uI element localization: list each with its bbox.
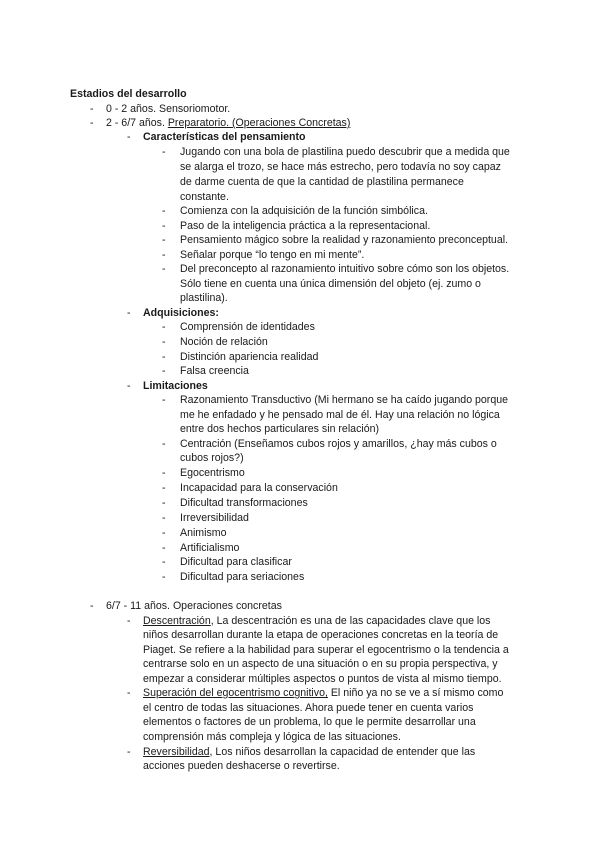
reversibilidad-link[interactable]: Reversibilidad — [143, 746, 210, 758]
limitacion-line: Egocentrismo — [180, 467, 245, 479]
adquisicion-item: Falsa creencia — [180, 365, 249, 377]
caracteristica-line: Pensamiento mágico sobre la realidad y razonamiento preconceptual. — [180, 234, 509, 246]
stage-preparatorio-link[interactable]: Preparatorio. (Operaciones Concretas) — [167, 117, 351, 129]
concreta-text: El niño ya no se ve a sí mismo como — [327, 687, 504, 699]
dash-bullet: - — [127, 687, 131, 699]
dash-bullet: - — [127, 131, 131, 143]
dash-bullet: - — [162, 556, 166, 568]
descentracion-link[interactable]: Descentración — [143, 615, 211, 627]
limitacion-line: entre dos hechos particulares sin relación) — [180, 423, 380, 435]
limitacion-line: Irreversibilidad — [180, 512, 249, 524]
dash-bullet: - — [162, 497, 166, 509]
dash-bullet: - — [90, 103, 94, 115]
caracteristica-line: Jugando con una bola de plastilina puedo descubrir que a medida que — [180, 146, 510, 158]
concreta-text: , Los niños desarrollan la capacidad de entender que las — [209, 746, 476, 758]
limitacion-line: Dificultad transformaciones — [180, 497, 308, 509]
dash-bullet: - — [162, 571, 166, 583]
dash-bullet: - — [162, 336, 166, 348]
dash-bullet: - — [162, 482, 166, 494]
limitacion-line: Dificultad para seriaciones — [180, 571, 305, 583]
stage-sensoriomotor: 0 - 2 años. Sensoriomotor. — [106, 103, 231, 115]
concreta-line: el centro de todas las situaciones. Ahora puede tener en cuenta varios — [143, 702, 474, 714]
limitacion-line: me he enfadado y he pensado mal de él. Hay una relación no lógica — [180, 409, 500, 421]
concreta-line: elementos o factores de un problema, lo que le permite desarrollar una — [143, 716, 476, 728]
dash-bullet: - — [162, 205, 166, 217]
concreta-line: niños desarrollan durante la etapa de operaciones concretas en la teoría de — [143, 629, 499, 641]
concreta-line — [143, 686, 503, 700]
concreta-line — [143, 614, 490, 628]
dash-bullet: - — [162, 146, 166, 158]
page-title: Estadios del desarrollo — [70, 88, 187, 100]
adquisicion-item: Noción de relación — [180, 336, 268, 348]
stage-operaciones-concretas: 6/7 - 11 años. Operaciones concretas — [106, 600, 282, 612]
dash-bullet: - — [162, 263, 166, 275]
caracteristicas-heading: Características del pensamiento — [143, 131, 306, 143]
adquisicion-item: Comprensión de identidades — [180, 321, 315, 333]
caracteristica-line: Comienza con la adquisición de la función simbólica. — [180, 205, 428, 217]
dash-bullet: - — [162, 527, 166, 539]
limitacion-line: Incapacidad para la conservación — [180, 482, 338, 494]
limitaciones-heading: Limitaciones — [143, 380, 208, 392]
dash-bullet: - — [90, 117, 94, 129]
adquisiciones-heading: Adquisiciones: — [143, 307, 219, 319]
caracteristica-line: Paso de la inteligencia práctica a la representacional. — [180, 220, 431, 232]
caracteristica-line: se alarga el trozo, se hace más estrecho, pero todavía no soy capaz — [180, 161, 501, 173]
limitacion-line: Artificialismo — [180, 542, 240, 554]
adquisicion-item: Distinción apariencia realidad — [180, 351, 319, 363]
dash-bullet: - — [162, 351, 166, 363]
limitacion-line: Centración (Enseñamos cubos rojos y amarillos, ¿hay más cubos o — [180, 438, 497, 450]
concreta-line: empezar a considerar múltiples aspectos o puntos de vista al mismo tiempo. — [143, 673, 502, 685]
dash-bullet: - — [127, 307, 131, 319]
limitacion-line: cubos rojos?) — [180, 452, 244, 464]
dash-bullet: - — [127, 615, 131, 627]
dash-bullet: - — [162, 542, 166, 554]
limitacion-line: Dificultad para clasificar — [180, 556, 292, 568]
limitacion-line: Razonamiento Transductivo (Mi hermano se ha caído jugando porque — [180, 394, 509, 406]
caracteristica-line: Del preconcepto al razonamiento intuitivo sobre cómo son los objetos. — [180, 263, 510, 275]
limitacion-line: Animismo — [180, 527, 227, 539]
stage-preparatorio — [106, 116, 350, 130]
superacion-link[interactable]: Superación del egocentrismo cognitivo, — [143, 687, 328, 699]
caracteristica-line: Sólo tiene en cuenta una única dimensión del objeto (ej. zumo o — [180, 278, 481, 290]
dash-bullet: - — [162, 249, 166, 261]
concreta-line: centrarse solo en un aspecto de una situación o en su propia perspectiva, y — [143, 658, 498, 670]
dash-bullet: - — [162, 394, 166, 406]
concreta-line: acciones pueden deshacerse o revertirse. — [143, 760, 340, 772]
dash-bullet: - — [127, 380, 131, 392]
dash-bullet: - — [90, 600, 94, 612]
dash-bullet: - — [162, 365, 166, 377]
caracteristica-line: constante. — [180, 191, 229, 203]
caracteristica-line: plastilina). — [180, 292, 228, 304]
dash-bullet: - — [162, 321, 166, 333]
dash-bullet: - — [162, 467, 166, 479]
caracteristica-line: de darme cuenta de que la cantidad de plastilina permanece — [180, 176, 464, 188]
caracteristica-line: Señalar porque “lo tengo en mi mente”. — [180, 249, 365, 261]
stage-prefix: 2 - 6/7 años. — [106, 117, 168, 129]
dash-bullet: - — [162, 234, 166, 246]
concreta-text: , La descentración es una de las capacidades clave que los — [210, 615, 491, 627]
dash-bullet: - — [162, 512, 166, 524]
dash-bullet: - — [162, 438, 166, 450]
dash-bullet: - — [162, 220, 166, 232]
concreta-line: comprensión más compleja y lógica de las situaciones. — [143, 731, 401, 743]
concreta-line — [143, 745, 475, 759]
dash-bullet: - — [127, 746, 131, 758]
concreta-line: Piaget. Se refiere a la habilidad para superar el egocentrismo o la tendencia a — [143, 644, 509, 656]
